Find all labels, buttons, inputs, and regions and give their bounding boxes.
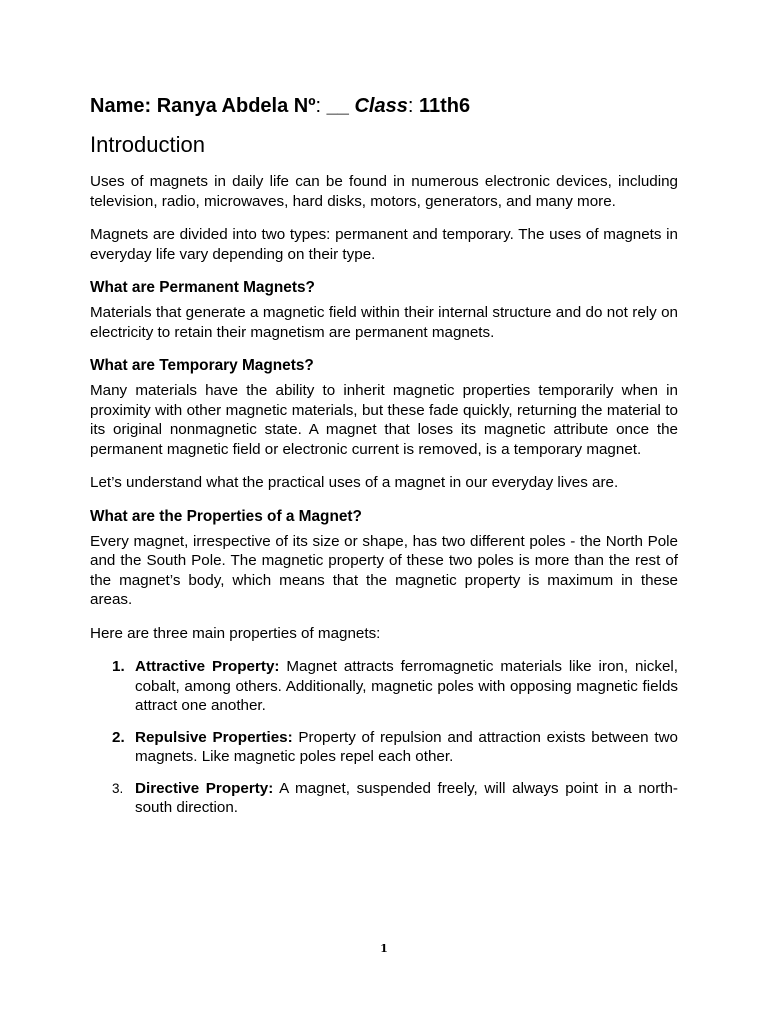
list-item [90, 779, 678, 818]
list-item-number: 2. [112, 728, 125, 746]
list-item [90, 657, 678, 716]
properties-heading: What are the Properties of a Magnet? [90, 507, 362, 525]
number-blank: __ [321, 95, 355, 117]
list-item-number: 3. [112, 780, 124, 796]
permanent-magnets-heading: What are Permanent Magnets? [90, 279, 315, 296]
practical-uses-paragraph: Let’s understand what the practical uses of a magnet in our everyday lives are. [90, 474, 619, 491]
temporary-magnets-heading: What are Temporary Magnets? [90, 357, 314, 374]
name-label: Name: Ranya Abdela Nº [90, 95, 316, 117]
class-value: 11th6 [413, 95, 471, 117]
properties-paragraph: Every magnet, irrespective of its size or shape, has two different poles - the North Pole and the South Pole. The magnetic property of these two poles is more than the rest of the magnet’s body, which means that the magnetic property is maximum in these areas. [90, 532, 678, 608]
list-item-text: A magnet, suspended freely, will always point in a north-south direction. [135, 779, 678, 816]
class-colon: : [407, 95, 414, 117]
introduction-heading: Introduction [90, 132, 205, 157]
class-label: Class [354, 95, 408, 117]
intro-paragraph-1: Uses of magnets in daily life can be found in numerous electronic devices, including television, radio, microwaves, hard disks, motors, generators, and many more. [90, 173, 678, 210]
intro-paragraph-2: Magnets are divided into two types: permanent and temporary. The uses of magnets in everyday life vary depending on their type. [90, 226, 678, 263]
page-number: 1 [380, 942, 388, 955]
properties-list [90, 657, 678, 818]
list-item-text: Magnet attracts ferromagnetic materials like iron, nickel, cobalt, among others. Additionally, magnetic poles with opposing magnetic fields attract one another. [135, 658, 678, 714]
properties-intro-paragraph: Here are three main properties of magnets: [90, 624, 381, 642]
list-item-term: Directive Property: [135, 779, 274, 797]
list-item [90, 728, 678, 767]
student-info-line [90, 92, 678, 120]
list-item-number: 1. [112, 658, 125, 675]
list-item-term: Attractive Property: [135, 658, 280, 675]
temporary-magnets-paragraph: Many materials have the ability to inherit magnetic properties temporarily when in proximity with other magnetic materials, but these fade quickly, returning the material to its original nonmagnetic state. A magnet that loses its magnetic attribute once the permanent magnetic field or electronic current is removed, is a temporary magnet. [90, 382, 678, 458]
number-colon: : [315, 95, 322, 117]
document-body [90, 92, 678, 830]
list-item-text: Property of repulsion and attraction exists between two magnets. Like magnetic poles repel each other. [135, 728, 678, 765]
list-item-term: Repulsive Properties: [135, 728, 293, 746]
permanent-magnets-paragraph: Materials that generate a magnetic field within their internal structure and do not rely on electricity to retain their magnetism are permanent magnets. [90, 304, 678, 341]
